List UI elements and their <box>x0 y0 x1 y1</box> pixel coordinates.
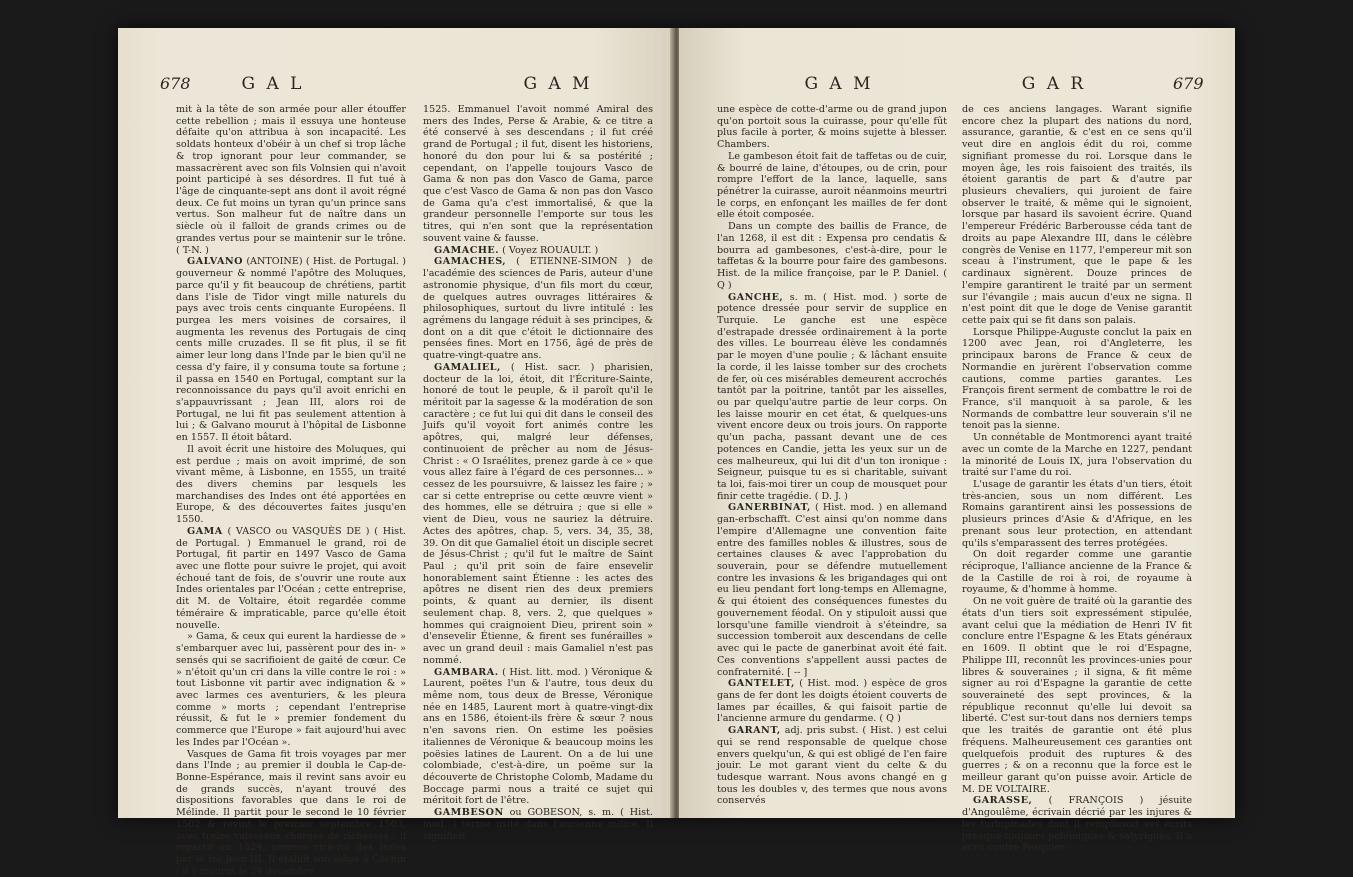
paragraph <box>962 104 1192 327</box>
paragraph <box>962 479 1192 549</box>
entry-headword: GANCHE, <box>728 291 784 303</box>
right-page-number: 679 <box>1173 74 1204 93</box>
paragraph-text: On doit regarder comme une garantie réciproque, l'alliance ancienne de la France & de la Castille de roi à roi, de royaume à royaume, & d'homme à homme. <box>962 549 1192 596</box>
paragraph-text: Un connétable de Montmorenci ayant traité avec un comte de la Marche en 1227, pendant la minorité de Louis IX, jura l'observation du traité sur l'ame du roi. <box>962 432 1192 479</box>
paragraph-text: Lorsque Philippe-Auguste conclut la paix en 1200 avec Jean, roi d'Angleterre, les principaux barons de France & ceux de Normandie en jurèrent l'observation comme cautions, comme parties garantes. Les François firent serment de combattre le roi de France, s'il manquoit à sa parole, & les Normands de combattre leur souverain s'il ne tenoit pas la sienne. <box>962 326 1192 432</box>
paragraph-text: L'usage de garantir les états d'un tiers, étoit très-ancien, sous un nom différent. Les Romains garantirent ainsi les possessions de plusieurs princes d'Asie & d'Afrique, en les prenant sous leur protection, en attendant qu'ils s'emparassent des terres protégées. <box>962 479 1192 549</box>
paragraph <box>962 596 1192 795</box>
left-page <box>118 28 674 877</box>
entry-headword: GANERBINAT, <box>728 502 811 514</box>
left-page-header <box>118 74 674 96</box>
paragraph-text: ( Hist. mod. ) en allemand gan-erbschafft. C'est ainsi qu'on nomme dans l'empire d'Allemagne une convention faite entre des familles nobles & illustres, sous de certaines clauses & avec l'approbation du souverain, pour se défendre mutuellement contre les invasions & les brigandages qui ont eu lieu pendant fort long-temps en Allemagne, & qui étoient des conséquences funestes du gouvernement féodal. On y stipuloit aussi que lorsqu'une famille viendroit à s'éteindre, sa succession tomberoit aux descendans de celle avec qui le pacte de ganerbinat avoit été fait. Ces conventions s'appellent aussi pactes de confraternité. [ -- ] <box>717 502 947 678</box>
paragraph <box>717 104 947 151</box>
paragraph-text: » Gama, & ceux qui eurent la hardiesse de » s'embarquer avec lui, passèrent pour des in- » sensés qui se sacrifioient de gaité de cœur. Ce » n'étoit qu'un cri dans la ville contre le roi : » tout Lisbonne vit partir avec indignation & » avec larmes ces aventuriers, & les pleura comme » morts ; cependant l'entreprise réussit, & fut le » premier fondement du commerce que l'Europe » fait aujourd'hui avec les Indes par l'Océan ». <box>176 631 406 748</box>
paragraph <box>423 245 653 257</box>
entry-headword: GANTELET, <box>728 678 795 690</box>
paragraph-text: une espèce de cotte-d'arme ou de grand jupon qu'on portoit sous la cuirasse, pour qu'elle fût plus facile à porter, & moins sujette à blesser. Chambers. <box>717 104 947 151</box>
left-column-2 <box>423 104 653 842</box>
paragraph-text: de ces anciens langages. Warant signifie encore chez la plupart des nations du nord, assurance, garantie, & c'est en ce sens qu'il veut dire en anglois édit du roi, comme signifiant promesse du roi. Lorsque dans le moyen âge, les rois faisoient des traités, ils étoient garantis de part & d'autre par plusieurs chevaliers, qui juroient de faire observer le traité, & même qui le signoient, lorsque par hasard ils savoient écrire. Quand l'empereur Frédéric Barberousse céda tant de droits au pape Alexandre III, dans le célèbre congrès de Venise en 1177, l'empereur mit son sceau à l'instrument, que le pape & les cardinaux signèrent. Douze princes de l'empire garantirent le traité par un serment sur l'évangile ; mais aucun d'eux ne signa. Il n'est point dit que le doge de Venise garantit cette paix qui se fit dans son palais. <box>962 104 1192 326</box>
paragraph <box>962 549 1192 596</box>
right-guide-word-2: G A R <box>1021 74 1087 94</box>
entry-headword: GAMBARA. <box>434 666 499 678</box>
paragraph-text: Il avoit écrit une histoire des Moluques, qui est perdue ; mais on avoit imprimé, de son vivant même, à Lisbonne, en 1555, un traité des divers chemins par lesquels les marchandises des Indes ont été apportées en Europe, & des découvertes faites jusqu'en 1550. <box>176 443 406 526</box>
entry-headword: GAMA <box>187 525 223 537</box>
paragraph <box>176 104 406 256</box>
left-page-number: 678 <box>160 74 191 93</box>
paragraph <box>962 327 1192 432</box>
paragraph-text: mit à la tête de son armée pour aller étouffer cette rebellion ; mais il essuya une honteuse défaite qu'on attribua à son incapacité. Les soldats honteux d'obéir à un chef si trop lâche & trop ignorant pour leur commander, se massacrèrent avec son fils Volnsien qui n'avoit point participé à ses désordres. Il fut tué à l'âge de cinquante-sept ans dont il avoit régné deux. Ce fut moins un tyran qu'un prince sans vertus. Son malheur fut de naître dans un siècle où il falloit de grands crimes ou de grandes vertus pour se maintenir sur le trône. ( T-N. ) <box>176 104 406 256</box>
paragraph-text: ( VASCO ou VASQUÈS DE ) ( Hist. de Portugal. ) Emmanuel le grand, roi de Portugal, fit partir en 1497 Vasco de Gama avec une flotte pour suivre le projet, qui avoit échoué tant de fois, de s'ouvrir une route aux Indes orientales par l'Océan ; cette entreprise, dit M. de Voltaire, étoit regardée comme téméraire & impraticable, parce qu'elle étoit nouvelle. <box>176 525 406 631</box>
paragraph <box>962 432 1192 479</box>
paragraph-text: s. m. ( Hist. mod. ) sorte de potence dressée pour servir de supplice en Turquie. Le ganche est une espèce d'estrapade dressée ordinairement à la porte des villes. Le bourreau élève les condamnés par le moyen d'une poulie ; & lâchant ensuite la corde, il les laisse tomber sur des crochets de fer, où ces misérables demeurent accrochés tantôt par la poitrine, tantôt par les aisselles, ou par quelqu'autre partie de leur corps. On les laisse mourir en cet état, & quelques-uns vivent encore deux ou trois jours. On rapporte qu'un pacha, passant devant une de ces potences en Candie, jetta les yeux sur un de ces malheureux, qui lui dit d'un ton ironique : Seigneur, puisque tu es si charitable, suivant ta loi, fais-moi tirer un coup de mousquet pour finir cette tragédie. ( D. J. ) <box>717 291 947 502</box>
paragraph-text: ( FRANÇOIS ) jésuite d'Angoulême, écrivain décrié par les injures & les turlupinades dont il remplissoit ses écrits presque toujours polémiques & satyriques. Il a écrit contre Pasquier <box>962 795 1192 854</box>
right-column-1 <box>717 104 947 809</box>
paragraph <box>717 725 947 807</box>
left-column-1 <box>176 104 406 877</box>
right-page <box>679 28 1235 854</box>
entry-headword: GAMBESON <box>434 807 504 819</box>
right-guide-word-1: G A M <box>804 74 874 94</box>
paragraph <box>717 151 947 221</box>
paragraph-text: ( Hist. sacr. ) pharisien, docteur de la loi, étoit, dit l'Écriture-Sainte, honoré de tout le peuple, & il paroît qu'il le méritoit par la sagesse & la modération de son caractère ; ce fut lui qui dit dans le conseil des Juifs qu'il voyoit fort animés contre les apôtres, qui, malgré leur défenses, continuoient de prêcher au nom de Jésus-Christ : « O Israélites, prenez garde à ce » que vous allez faire à l'égard de ces personnes... » cessez de les poursuivre, & laissez les faire ; » car si cette entreprise ou cette œuvre vient » des hommes, elle se détruira ; que si elle » vient de Dieu, vous ne sauriez la détruire. Actes des apôtres, chap. 5, vers. 34, 35, 38, 39. On dit que Gamaliel étoit un disciple secret de Jésus-Christ ; qu'il fut le maître de Saint Paul ; qu'il prit soin de faire ensevelir honorablement saint Étienne : les actes des apôtres ne disent rien des deux premiers points, & quant au dernier, ils disent seulement chap. 8, vers. 2, que quelques » hommes qui craignoient Dieu, prirent soin » d'ensevelir Étienne, & firent ses funérailles » avec un grand deuil : mais Gamaliel n'est pas nommé. <box>423 361 653 666</box>
paragraph <box>717 502 947 678</box>
paragraph <box>423 256 653 361</box>
left-guide-word-1: G A L <box>241 74 305 94</box>
paragraph <box>717 678 947 725</box>
paragraph <box>423 807 653 842</box>
paragraph-text: Vasques de Gama fit trois voyages par mer dans l'Inde ; au premier il doubla le Cap-de-Bonne-Espérance, mais il revint sans avoir eu de grands succès, n'ayant trouvé des dispositions favorables que dans le roi de Mélinde. Il partit pour le second le 10 février 1502 & revint le premier septembre 1503, avec treize vaisseaux chargés de richesses ; il repartit en 1524, nommé vice-roi des Indes par le roi Jean III. Il établit son siège à Cochin ; il y mourut le 24 décembre <box>176 748 406 877</box>
paragraph-text: adj. pris subst. ( Hist. ) est celui qui se rend responsable de quelque chose envers quelqu'un, & qui est obligé de l'en faire jouir. Le mot garant vient du celte & du tudesque warrant. Nous avons changé en g tous les doubles v, des termes que nous avons conservés <box>717 725 947 807</box>
paragraph <box>176 526 406 631</box>
paragraph-text: ( Hist. litt. mod. ) Véronique & Laurent, poëtes l'un & l'autre, tous deux du même nom, tous deux de Bresse, Véronique née en 1485, Laurent mort à quatre-vingt-dix ans en 1586, étoient-ils frère & sœur ? nous n'en savons rien. On estime les poësies italiennes de Véronique & beaucoup moins les poësies latines de Laurent. On a de lui une colombiade, c'est-à-dire, un poëme sur la découverte de Christophe Colomb, Madame du Boccage parmi nous a traité ce sujet qui méritoit fort de l'être. <box>423 666 653 807</box>
right-page-header <box>679 74 1235 96</box>
paragraph <box>423 667 653 808</box>
paragraph-text: ( Hist. mod. ) espèce de gros gans de fer dont les doigts étoient couverts de lames par écailles, & qui faisoit partie de l'ancienne armure du gendarme. ( Q ) <box>717 678 947 725</box>
paragraph <box>176 444 406 526</box>
paragraph <box>717 221 947 291</box>
entry-headword: GALVANO <box>187 256 244 268</box>
paragraph <box>717 292 947 503</box>
paragraph-text: ( Voyez ROUAULT. ) <box>502 244 599 256</box>
paragraph-text: Le gambeson étoit fait de taffetas ou de cuir, & bourré de laine, d'étoupes, ou de crin, pour rompre l'effort de la lance, laquelle, sans pénétrer la cuirasse, auroit néanmoins meurtri le corps, en enfonçant les mailles de fer dont elle étoit composée. <box>717 150 947 221</box>
paragraph-text: ou GOBESON, s. m. ( Hist. mod. ) terme usité dans l'ancienne milice. Il signifioit <box>423 807 653 842</box>
paragraph-text: Dans un compte des baillis de France, de l'an 1268, il est dit : Expensa pro cendatis & bourra ad gambesones, c'est-à-dire, pour le taffetas & la bourre pour faire des gambesons. Hist. de la milice françoise, par le P. Daniel. ( Q ) <box>717 221 947 291</box>
paragraph-text: (ANTOINE) ( Hist. de Portugal. ) gouverneur & nommé l'apôtre des Moluques, parce qu'il y fit beaucoup de chrétiens, partit dans l'isle de Tidor vingt mille naturels du pays avec trois cents cinquante Européens. Il purgea les mers voisines de corsaires, il augmenta les revenus des Portugais de cinq cents mille cruzades. Il se fit plus, il se fit aimer leur long dans l'Inde par le bien qu'il ne cessa d'y faire, il y consuma toute sa fortune ; il passa en 1540 en Portugal, comptant sur la reconnoissance du pays qu'il avoit enrichi en s'appauvrissant ; Jean III, alors roi de Portugal, ne lui fit pas seulement attention à lui ; & Galvano mourut à l'hôpital de Lisbonne en 1557. Il étoit bâtard. <box>176 256 406 444</box>
entry-headword: GAMACHE. <box>434 244 500 256</box>
paragraph-text: ( ETIENNE-SIMON ) de l'académie des sciences de Paris, auteur d'une astronomie physique, d'un fils mort du cœur, de quelques autres ouvrages littéraires & philosophiques, surtout du livre intitulé : les agrémens du langage réduit à ses principes, & dont on a dit que c'étoit le dictionnaire des pensées fines. Mort en 1756, âgé de près de quatre-vingt-quatre ans. <box>423 256 653 362</box>
entry-headword: GARANT, <box>728 725 781 737</box>
entry-headword: GAMALIEL, <box>434 361 501 373</box>
paragraph <box>962 795 1192 854</box>
left-guide-word-2: G A M <box>523 74 593 94</box>
entry-headword: GAMACHES, <box>434 256 507 268</box>
right-column-2 <box>962 104 1192 854</box>
entry-headword: GARASSE, <box>973 795 1033 807</box>
paragraph <box>423 104 653 245</box>
paragraph-text: On ne voit guère de traité où la garantie des états d'un tiers soit expressément stipulée, avant celui que la médiation de Henri IV fit conclure entre l'Espagne & les Etats généraux en 1609. Il obtint que le roi d'Espagne, Philippe III, reconnût les provinces-unies pour libres & souveraines ; il signa, & fit même signer au roi d'Espagne la garantie de cette souveraineté des sept provinces, & la république reconnut qu'elle lui devoit sa liberté. C'est sur-tout dans nos derniers temps que les traités de garantie ont été plus fréquens. Malheureusement ces garanties ont quelquefois produit des ruptures & des guerres ; & on a reconnu que la force est le meilleur garant qu'on puisse avoir. Article de M. DE VOLTAIRE. <box>962 596 1192 795</box>
book-spread <box>118 28 1235 877</box>
paragraph <box>176 631 406 748</box>
paragraph-text: 1525. Emmanuel l'avoit nommé Amiral des mers des Indes, Perse & Arabie, & ce titre a été conservé à ses descendans ; il fut créé grand de Portugal ; il fut, disent les historiens, honoré du don pour lui & sa postérité ; cependant, on l'appelle toujours Vasco de Gama & non pas don Vasco de Gama, parce que c'est Vasco de Gama & non pas don Vasco de Gama qu'a c'est immortalisé, & que la grandeur personnelle l'emporte sur tous les titres, qui n'en sont que la représentation souvent vaine & fausse. <box>423 104 653 244</box>
paragraph <box>423 362 653 667</box>
paragraph <box>176 256 406 444</box>
paragraph <box>176 749 406 877</box>
